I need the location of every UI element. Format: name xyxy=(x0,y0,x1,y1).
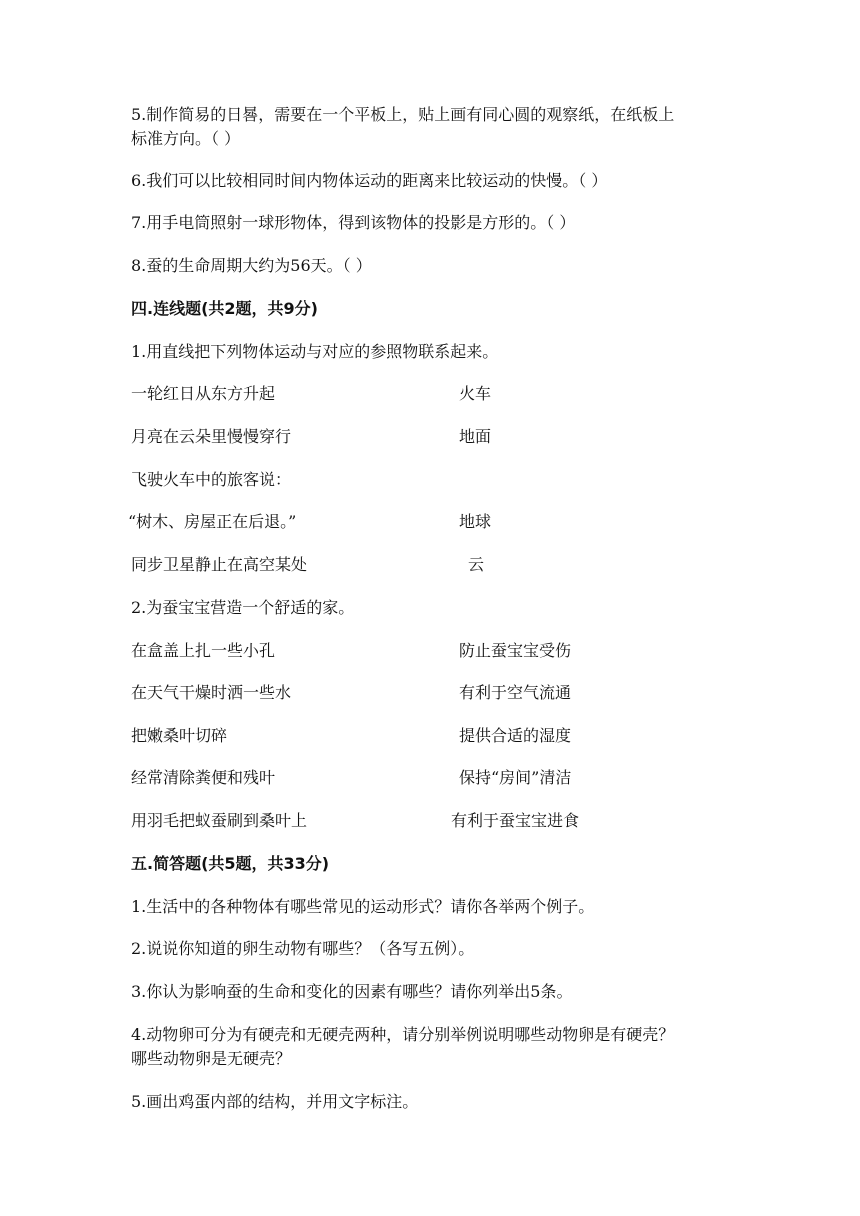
question-5-2: 2.说说你知道的卵生动物有哪些？（各写五例）。 xyxy=(131,939,475,958)
match-right-item: 有利于空气流通 xyxy=(459,683,572,702)
question-3-7: 7.用手电筒照射一球形物体，得到该物体的投影是方形的。（ ） xyxy=(131,213,576,232)
question-5-1: 1.生活中的各种物体有哪些常见的运动形式？请你各举两个例子。 xyxy=(131,897,595,916)
match-right-item: 防止蚕宝宝受伤 xyxy=(459,641,572,660)
question-4-1-title: 1.用直线把下列物体运动与对应的参照物联系起来。 xyxy=(131,342,499,361)
section-5-heading: 五.简答题(共5题，共33分) xyxy=(131,854,330,873)
question-5-5: 5.画出鸡蛋内部的结构，并用文字标注。 xyxy=(131,1092,419,1111)
match-left-item: 用羽毛把蚁蚕刷到桑叶上 xyxy=(131,811,308,830)
match-left-item: 飞驶火车中的旅客说： xyxy=(131,470,292,489)
match-left-item: 在盒盖上扎一些小孔 xyxy=(131,641,276,660)
match-left-item: 月亮在云朵里慢慢穿行 xyxy=(131,427,292,446)
match-left-item: 一轮红日从东方升起 xyxy=(131,384,276,403)
match-right-item: 地球 xyxy=(459,512,492,531)
match-left-item: 经常清除粪便和残叶 xyxy=(131,768,276,787)
question-5-4-line-2: 哪些动物卵是无硬壳？ xyxy=(131,1049,292,1068)
question-3-5-line-2: 标准方向。（ ） xyxy=(131,129,241,148)
question-3-6: 6.我们可以比较相同时间内物体运动的距离来比较运动的快慢。（ ） xyxy=(131,171,608,190)
section-4-heading: 四.连线题(共2题，共9分) xyxy=(131,299,318,318)
question-5-4-line-1: 4.动物卵可分为有硬壳和无硬壳两种，请分别举例说明哪些动物卵是有硬壳？ xyxy=(131,1025,675,1044)
question-3-8: 8.蚕的生命周期大约为56天。（ ） xyxy=(131,256,372,275)
question-5-3: 3.你认为影响蚕的生命和变化的因素有哪些？请你列举出5条。 xyxy=(131,982,573,1001)
match-left-item: “树木、房屋正在后退。” xyxy=(128,512,297,531)
question-4-2-title: 2.为蚕宝宝营造一个舒适的家。 xyxy=(131,598,355,617)
match-left-item: 把嫩桑叶切碎 xyxy=(131,726,228,745)
match-right-item: 云 xyxy=(468,555,485,574)
match-right-item: 地面 xyxy=(459,427,492,446)
match-right-item: 有利于蚕宝宝进食 xyxy=(451,811,580,830)
match-right-item: 提供合适的湿度 xyxy=(459,726,572,745)
match-right-item: 火车 xyxy=(459,384,492,403)
question-3-5-line-1: 5.制作简易的日晷，需要在一个平板上，贴上画有同心圆的观察纸，在纸板上 xyxy=(131,105,675,124)
match-left-item: 同步卫星静止在高空某处 xyxy=(131,555,308,574)
match-left-item: 在天气干燥时洒一些水 xyxy=(131,683,292,702)
match-right-item: 保持“房间”清洁 xyxy=(459,768,572,787)
